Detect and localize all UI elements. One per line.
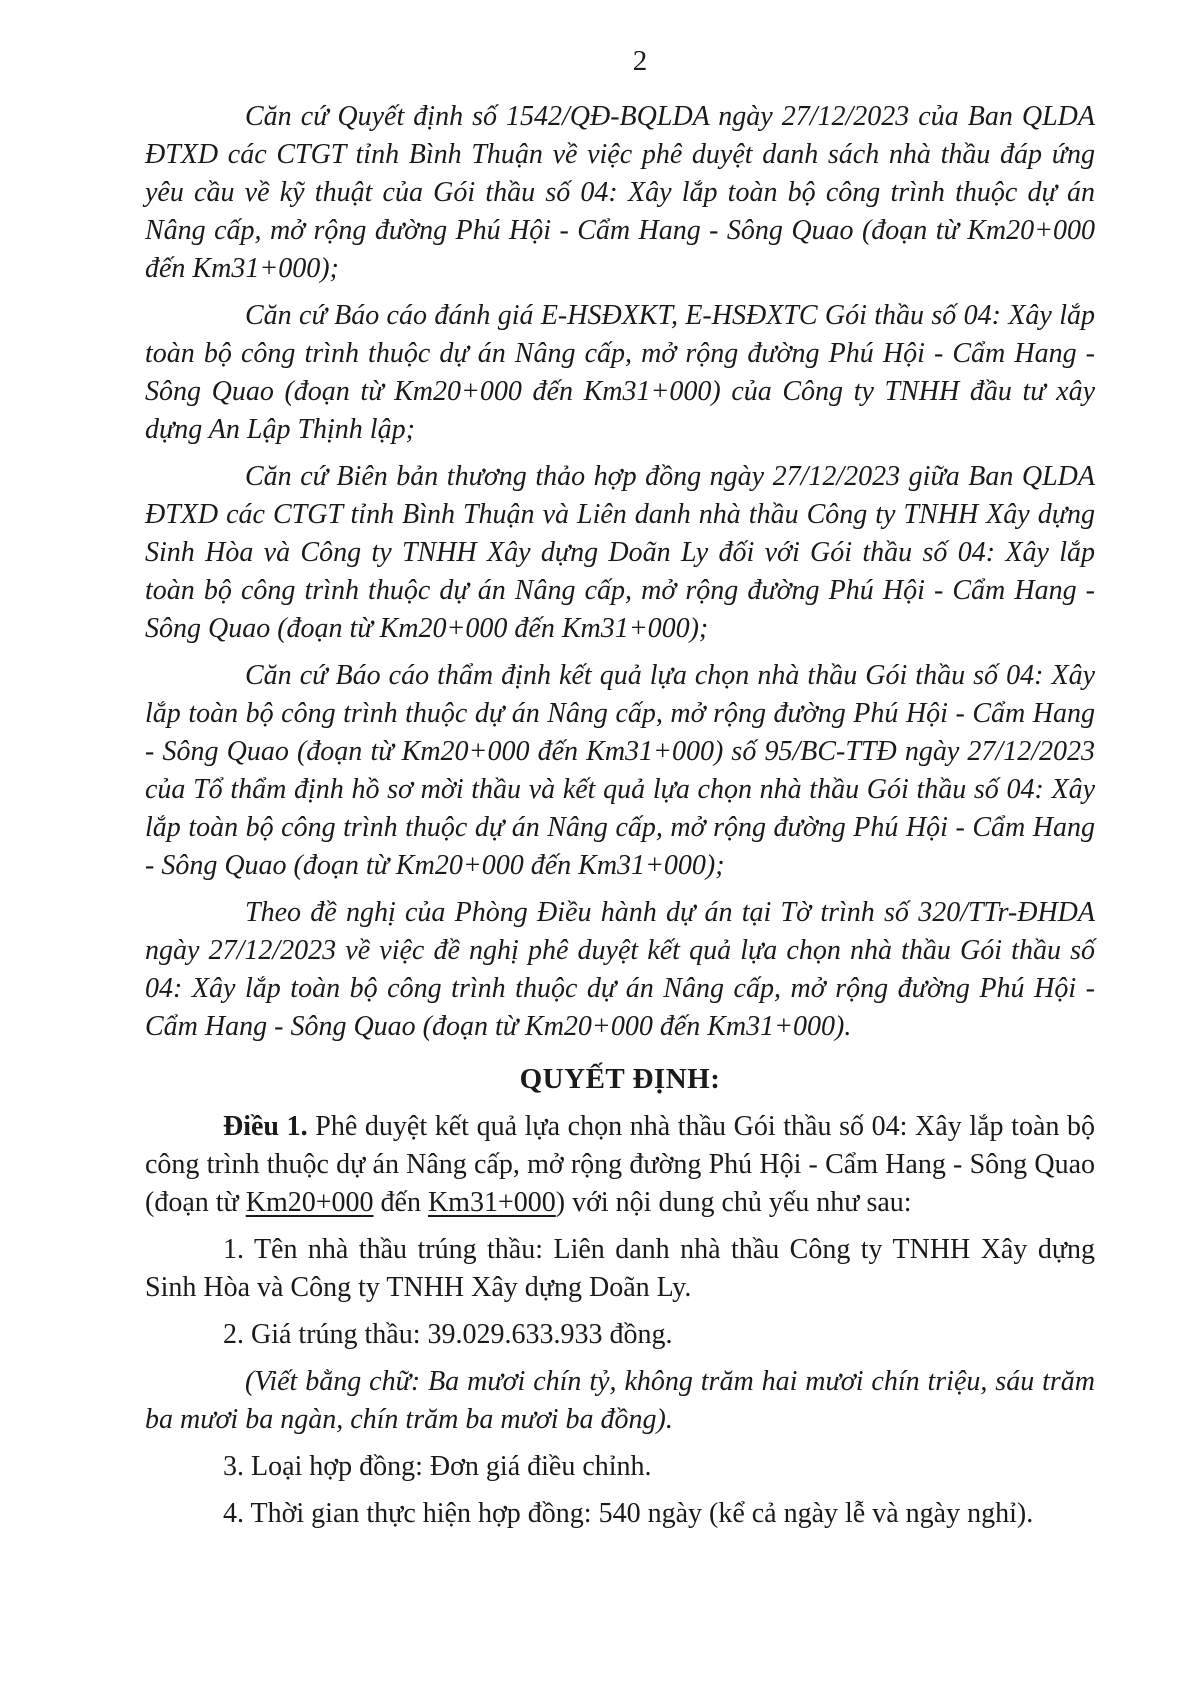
item-2-winning-price (145, 1316, 1095, 1354)
item-4-contract-duration (145, 1495, 1095, 1533)
text-segment: Điều 1. (223, 1111, 308, 1142)
text-segment: QUYẾT ĐỊNH: (519, 1063, 721, 1095)
recital-evaluation-report (145, 297, 1095, 449)
text-segment: Theo đề nghị của Phòng Điều hành dự án tại Tờ trình số 320/TTr-ĐHDA ngày 27/12/2023 về việc đề nghị phê duyệt kết quả lựa chọn nhà thầu Gói thầu số 04: Xây lắp toàn bộ công trình thuộc dự án Nâng cấp, mở rộng đường Phú Hội - Cẩm Hang - Sông Quao (đoạn từ Km20+000 đến Km31+000). (145, 897, 1095, 1042)
text-segment: Km31+000 (427, 1187, 556, 1218)
text-segment: Căn cứ Biên bản thương thảo hợp đồng ngày 27/12/2023 giữa Ban QLDA ĐTXD các CTGT tỉnh Bình Thuận và Liên danh nhà thầu Công ty TNHH Xây dựng Sinh Hòa và Công ty TNHH Xây dựng Doãn Ly đối với Gói thầu số 04: Xây lắp toàn bộ công trình thuộc dự án Nâng cấp, mở rộng đường Phú Hội - Cẩm Hang - Sông Quao (đoạn từ Km20+000 đến Km31+000); (145, 461, 1095, 644)
text-segment: ) với nội dung chủ yếu như sau: (555, 1187, 912, 1218)
text-segment: Căn cứ Báo cáo thẩm định kết quả lựa chọn nhà thầu Gói thầu số 04: Xây lắp toàn bộ công trình thuộc dự án Nâng cấp, mở rộng đường Phú Hội - Cẩm Hang - Sông Quao (đoạn từ Km20+000 đến Km31+000) số 95/BC-TTĐ ngày 27/12/2023 của Tổ thẩm định hồ sơ mời thầu và kết quả lựa chọn nhà thầu Gói thầu số 04: Xây lắp toàn bộ công trình thuộc dự án Nâng cấp, mở rộng đường Phú Hội - Cẩm Hang - Sông Quao (đoạn từ Km20+000 đến Km31+000); (145, 660, 1095, 881)
text-segment: Căn cứ Báo cáo đánh giá E-HSĐXKT, E-HSĐXTC Gói thầu số 04: Xây lắp toàn bộ công trình thuộc dự án Nâng cấp, mở rộng đường Phú Hội - Cẩm Hang - Sông Quao (đoạn từ Km20+000 đến Km31+000) của Công ty TNHH đầu tư xây dựng An Lập Thịnh lập; (145, 300, 1095, 445)
text-segment: Phê duyệt kết quả lựa chọn nhà thầu Gói thầu số 04: Xây lắp toàn bộ công trình thuộc dự án Nâng cấp, mở rộng đường Phú Hội - Cẩm Hang - Sông Quao (đoạn từ (145, 1111, 1096, 1218)
item-1-contractor-name (145, 1231, 1095, 1307)
text-segment: 2. Giá trúng thầu: 39.029.633.933 đồng. (223, 1319, 673, 1350)
item-3-contract-type (145, 1448, 1095, 1486)
document-body (145, 98, 1095, 1542)
text-segment: 4. Thời gian thực hiện hợp đồng: 540 ngày (kể cả ngày lễ và ngày nghỉ). (223, 1498, 1034, 1529)
recital-proposal (145, 894, 1095, 1046)
page-number: 2 (632, 45, 648, 77)
text-segment: 1. Tên nhà thầu trúng thầu: Liên danh nhà thầu Công ty TNHH Xây dựng Sinh Hòa và Công ty TNHH Xây dựng Doãn Ly. (145, 1234, 1095, 1303)
text-segment: (Viết bằng chữ: Ba mươi chín tỷ, không trăm hai mươi chín triệu, sáu trăm ba mươi ba ngàn, chín trăm ba mươi ba đồng). (145, 1366, 1095, 1435)
article-1 (145, 1108, 1095, 1222)
recital-decision-1542 (145, 98, 1095, 288)
recital-appraisal-report (145, 657, 1095, 885)
decision-heading (145, 1060, 1095, 1098)
text-segment: đến (373, 1187, 428, 1218)
text-segment: Căn cứ Quyết định số 1542/QĐ-BQLDA ngày 27/12/2023 của Ban QLDA ĐTXD các CTGT tỉnh Bình Thuận về việc phê duyệt danh sách nhà thầu đáp ứng yêu cầu về kỹ thuật của Gói thầu số 04: Xây lắp toàn bộ công trình thuộc dự án Nâng cấp, mở rộng đường Phú Hội - Cẩm Hang - Sông Quao (đoạn từ Km20+000 đến Km31+000); (145, 101, 1095, 284)
text-segment: Km20+000 (245, 1187, 374, 1218)
amount-in-words (145, 1363, 1095, 1439)
text-segment: 3. Loại hợp đồng: Đơn giá điều chỉnh. (223, 1451, 652, 1482)
recital-contract-negotiation (145, 458, 1095, 648)
